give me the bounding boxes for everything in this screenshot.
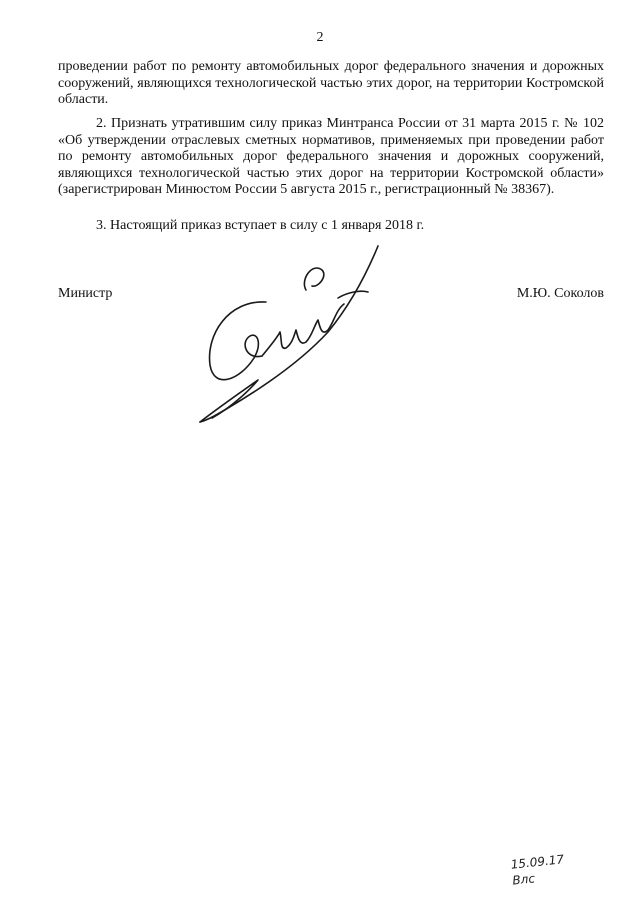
signature-long-flourish-stroke	[200, 246, 378, 422]
handwritten-date-note	[510, 847, 604, 900]
paragraph-2-text: 2. Признать утратившим силу приказ Минтранса России от 31 марта 2015 г. № 102 «Об утверждении отраслевых сметных нормативов, применяемых при проведении работ по ремонту автомобильных дорог федерального значения и дорожных сооружений, являющихся технологической частью этих дорог на территории Костромской области» (зарегистрирован Минюстом России 5 августа 2015 г., регистрационный № 38367).	[58, 116, 604, 197]
signature-letters-stroke	[262, 304, 344, 356]
handwritten-signature	[188, 240, 388, 430]
signature-lower-tail-stroke	[200, 380, 258, 422]
paragraph-2	[58, 116, 604, 199]
handwritten-initials: Влс	[511, 871, 536, 888]
page-number: 2	[316, 30, 324, 45]
signature-upper-loop-stroke	[304, 268, 323, 290]
handwritten-date: 15.09.17	[510, 852, 565, 872]
signatory-title: Министр	[58, 286, 113, 301]
paragraph-1-text: проведении работ по ремонту автомобильных дорог федерального значения и дорожных сооружений, являющихся технологической частью этих дорог, на территории Костромской области.	[58, 59, 604, 107]
signatory-name: М.Ю. Соколов	[516, 286, 604, 301]
paragraph-continuation	[58, 59, 604, 109]
signature-loop-stroke	[210, 302, 266, 380]
paragraph-3	[58, 218, 604, 235]
paragraph-3-text: 3. Настоящий приказ вступает в силу с 1 января 2018 г.	[96, 218, 425, 233]
